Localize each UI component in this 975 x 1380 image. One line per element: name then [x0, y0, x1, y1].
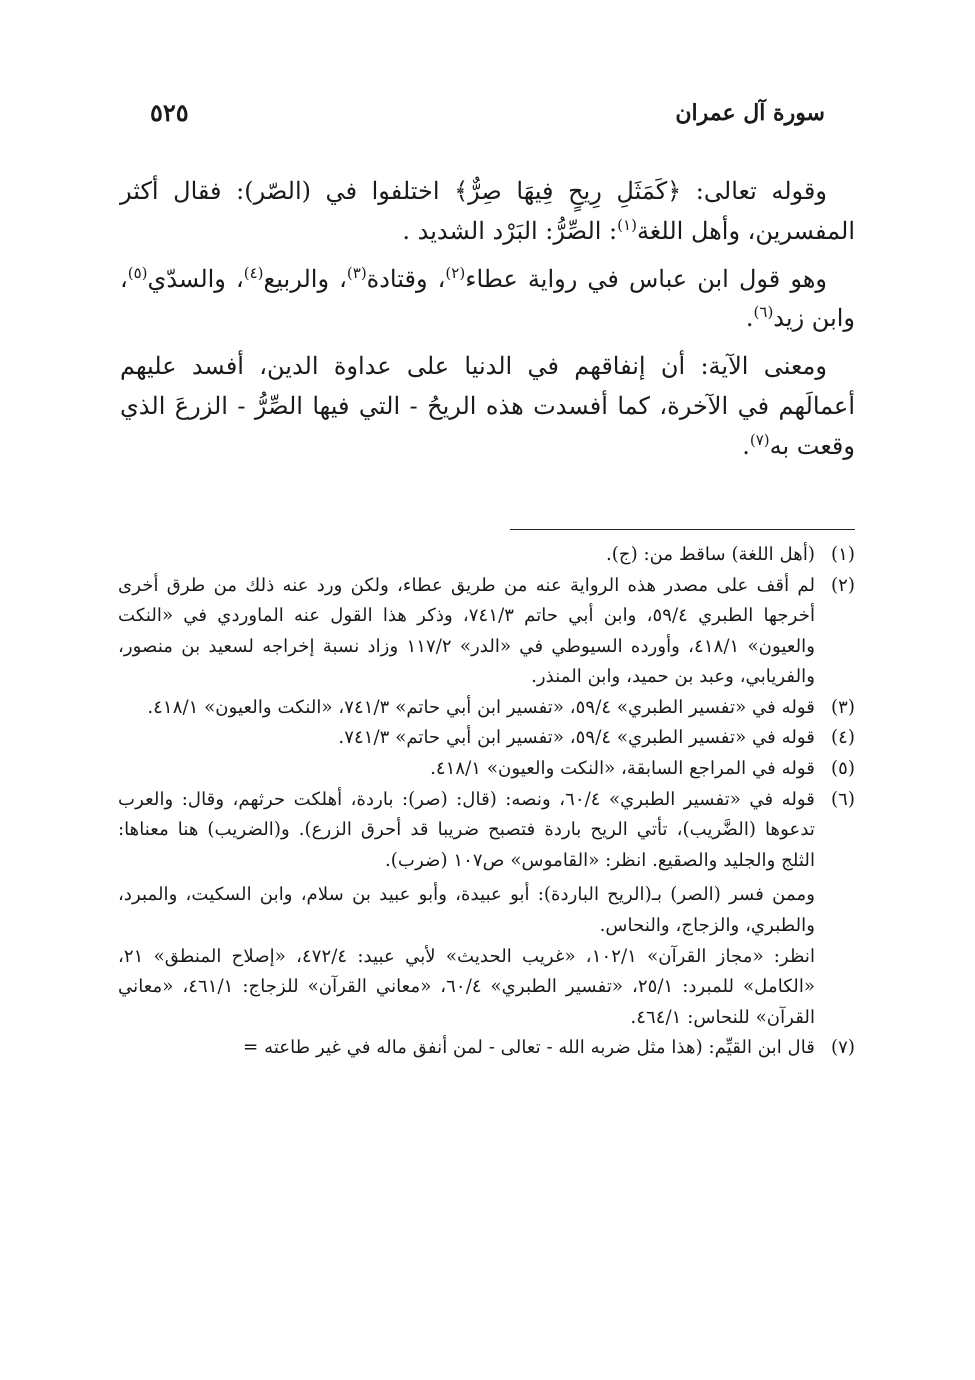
footnote-ref-1[interactable]: (١) [617, 215, 637, 234]
footnote-text: لم أقف على مصدر هذه الرواية عنه من طريق عطاء، ولكن ورد عنه ذلك من طرق أخرى أخرجها الطبري ٥٩/٤، وابن أبي حاتم ٧٤١/٣، وذكر هذا القول عنه الماوردي في «النكت والعيون» ٤١٨/١، وأورده السيوطي في «الدر» ١١٧/٢ وزاد نسبة إخراجه لسعيد بن منصور، والفريابي، وعبد بن حميد، وابن المنذر. [118, 574, 815, 688]
footnote-5 [118, 754, 855, 785]
page-number: ٥٢٥ [150, 98, 189, 127]
footnote-3 [118, 693, 855, 724]
text-run: . [745, 304, 754, 333]
footnote-2 [118, 571, 855, 693]
footnote-ref-3[interactable]: (٣) [346, 263, 367, 282]
page-header [150, 98, 825, 127]
surah-title: سورة آل عمران [675, 99, 825, 126]
footnote-number: (٣) [831, 696, 855, 718]
text-run: : الصِّرُّ: البَرْد الشديد . [402, 216, 618, 245]
footnote-number: (١) [831, 544, 855, 565]
footnote-ref-2[interactable]: (٢) [445, 263, 466, 282]
footnote-text: انظر: «مجاز القرآن» ١٠٢/١، «غريب الحديث» لأبي عبيد: ٤٧٢/٤، «إصلاح المنطق» ٢١، «الكامل» للمبرد: ٢٥/١، «تفسير الطبري» ٦٠/٤، «معاني القرآن» للزجاج: ٤٦١/١، «معاني القرآن» للنحاس: ٤٦٤/١. [118, 945, 816, 1028]
footnote-text: قوله في «تفسير الطبري» ٦٠/٤، ونصه: (قال: (صر): باردة، أهلكت حرثهم، وقال: والعرب تدعوها (الضَّريب)، تأتي الريح باردة فتصبح ضريبا قد أحرق الزرع). و(الضريب) هنا معناها: الثلج والجليد والصقيع. انظر: «القاموس» ص١٠٧ (ضرب). [118, 788, 815, 871]
footnote-text: قوله في «تفسير الطبري» ٥٩/٤، «تفسير ابن أبي حاتم» ٧٤١/٣. [338, 727, 815, 749]
footnote-7 [118, 1033, 855, 1064]
footnote-6 [118, 785, 855, 1034]
footnote-text: وممن فسر (الصر) بـ(الريح الباردة): أبو عبيدة، وأبو عبيد بن سلام، وابن السكيت، والمبرد، والطبري، والزجاج، والنحاس. [118, 884, 815, 936]
footnote-1 [118, 540, 855, 571]
footnote-number: (٥) [831, 758, 855, 780]
footnote-ref-7[interactable]: (٧) [749, 430, 770, 449]
footnote-number: (٧) [831, 1037, 855, 1059]
footnote-text: قال ابن القيِّم: (هذا مثل ضربه الله - تعالى - لمن أنفق ماله في غير طاعته = [243, 1037, 815, 1059]
text-run: وقوله تعالى: ﴿كَمَثَلِ رِيحٍ فِيهَا صِرٌّ﴾ اختلفوا في (الصّر): فقال أكثر المفسرين، وأهل اللغة [120, 177, 855, 245]
footnote-4 [118, 723, 855, 754]
paragraph-1 [120, 172, 855, 252]
footnote-text: قوله في المراجع السابقة، «النكت والعيون» ٤١٨/١. [430, 758, 815, 780]
text-run: . [742, 431, 750, 460]
footnote-text: قوله في «تفسير الطبري» ٥٩/٤، «تفسير ابن أبي حاتم» ٧٤١/٣، «النكت والعيون» ٤١٨/١. [147, 696, 815, 718]
footnote-ref-5[interactable]: (٥) [127, 263, 148, 282]
footnote-text: (أهل اللغة) ساقط من: (ج). [605, 544, 815, 565]
footnote-number: (٢) [831, 574, 855, 596]
text-run: ، وابن زيد [120, 264, 855, 333]
footnote-number: (٦) [831, 788, 855, 810]
paragraph-3 [120, 347, 855, 466]
text-run: ، والربيع [263, 264, 347, 293]
paragraph-2 [120, 260, 855, 340]
footnote-ref-6[interactable]: (٦) [753, 303, 774, 322]
footnote-number: (٤) [831, 727, 855, 749]
footnote-separator [510, 529, 855, 530]
main-text [120, 172, 855, 475]
text-run: وهو قول ابن عباس في رواية عطاء [465, 264, 827, 293]
text-run: ، والسدّي [147, 264, 244, 293]
text-run: ، وقتادة [366, 264, 446, 293]
footnote-ref-4[interactable]: (٤) [243, 263, 264, 282]
footnotes [118, 540, 855, 1064]
text-run: ومعنى الآية: أن إنفاقهم في الدنيا على عداوة الدين، أفسد عليهم أعمالَهم في الآخرة، كما أفسدت هذه الريحُ - التي فيها الصِّرُّ - الزرعَ الذي وقعت به [120, 352, 855, 460]
